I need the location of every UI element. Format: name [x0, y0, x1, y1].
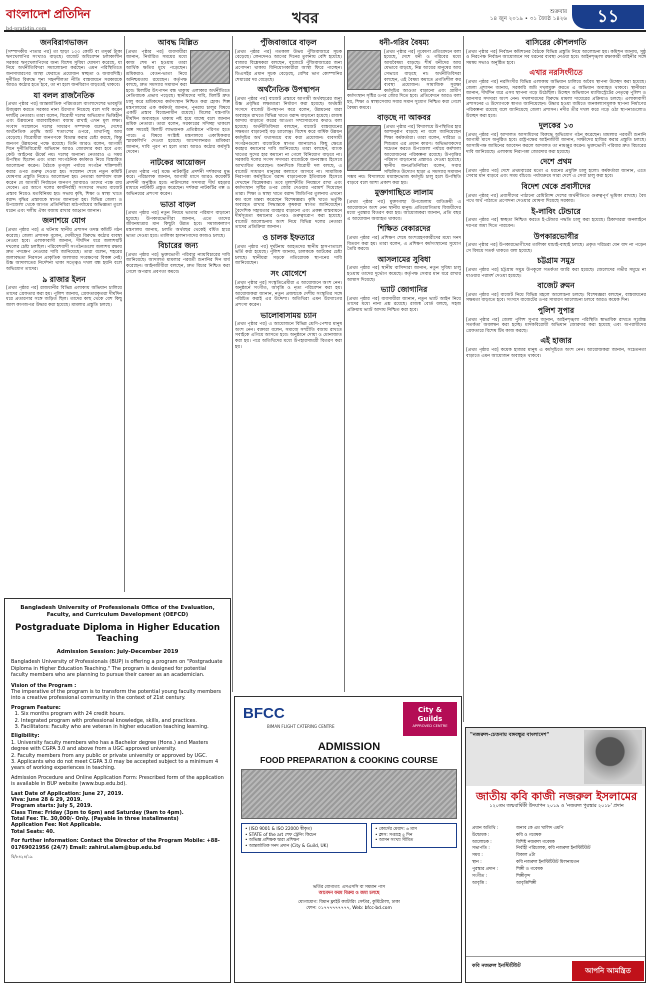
article-body: [প্রথম পৃষ্ঠার পর] স্বচ্ছতা নিশ্চিত করতে ই-টেন্ডার পদ্ধতি চালু করা হয়েছে। ঠিকাদাররা অনলাইনে দরপত্র জমা দিতে পারবেন। [466, 218, 646, 230]
headline: ভাতা বাড়ল [160, 199, 196, 209]
ad-session: Admission Session: July-December 2019 [56, 648, 179, 655]
headline: বাসিরের কৌশলগতি [525, 38, 587, 47]
ad-feature: • কোর্সের মেয়াদ: ৬ মাস [375, 827, 417, 832]
article-body: [প্রথম পৃষ্ঠার পর] নির্বাচন কমিশনের বৈঠকে বিভিন্ন প্রস্তুতি নিয়ে আলোচনা হয়। কমিশন জানায়, সুষ্ঠু ও নিরপেক্ষ নির্বাচন আয়োজনে সব ধরনের ব্যবস্থা নেওয়া হবে। আইনশৃঙ্খলা রক্ষাকারী বাহিনীর সঙ্গে সমন্বয় সভাও অনুষ্ঠিত হবে। [466, 49, 646, 66]
program-value: জনাব কে এম খালিদ এমপি [516, 826, 564, 831]
article-body: [প্রথম পৃষ্ঠার পর] মুক্তাগাছা উপজেলায় ব্যতিক্রমী এ আয়োজনে অংশ নেন স্থানীয় মানুষ। প্রতিযোগিতায় বিজয়ীদের মধ্যে পুরস্কার বিতরণ করা হয়। আয়োজকরা জানান, প্রতি বছর এ আয়োজন অব্যাহত থাকবে। [347, 199, 461, 222]
article-body: [প্রথম পৃষ্ঠার পর] এ ঘটনায় স্থানীয় প্রশাসন তদন্ত কমিটি গঠন করেছে। জেলা প্রশাসক বলেন, দোষীদের বিরুদ্ধে কঠোর ব্যবস্থা নেওয়া হবে। এলাকাবাসী জানান, দীর্ঘদিন ধরে জলাশয়টি দখলের চেষ্টা চলছিল। পরিবেশবাদী সংগঠনগুলো জলাশয় রক্ষায় দ্রুত পদক্ষেপ নেওয়ার দাবি জানিয়েছে। তারা বলেন, শহরের জলাবদ্ধতা নিরসনে প্রাকৃতিক জলাধার সংরক্ষণের বিকল্প নেই। উচ্চ আদালতের নির্দেশনা থাকা সত্ত্বেও দখল বন্ধ হয়নি বলে অভিযোগ তাদের। [6, 227, 122, 273]
headline: এই হাজার [540, 336, 572, 346]
ad-contact: For further information: Contact the Director of the Program Mobile: +88-01769021956 (24/7) Email: zahirul.alam@bup.edu.bd [11, 838, 220, 851]
ad-subtitle: ১২০তম জন্মবার্ষিকী উদযাপন ২০১৯ ও 'নজরুল পুরস্কার ২০১৮' প্রদান [489, 804, 624, 809]
publication-date: শুক্রবার ১৪ জুন ২০১৯ • ৩১ জ্যৈষ্ঠ ১৪২৬ [489, 9, 567, 23]
city-guilds-badge: City & Guilds APPROVED CENTRE [403, 702, 457, 736]
ad-eligibility: 2. Faculty members from any public or private university or approved by UGC. [11, 752, 208, 759]
ad-feature: • আন্তর্জাতিক সনদ প্রদান (City & Guild, UK) [245, 843, 329, 849]
ad-feature: • STATE of the art শেফ ট্রেনিং কিচেন [245, 832, 317, 838]
program-row [472, 846, 642, 853]
ad-feature: • (ISO 9001 & ISO 22000 স্বীকৃত) [245, 827, 312, 832]
headline: বাড়ছে না আকবর [377, 113, 431, 123]
program-key: স্থান : [472, 860, 482, 866]
ad-institution: Bangladesh University of Professionals Office of the Evaluation, Faculty, and Curriculum Development (OEFCD) [20, 605, 215, 618]
column-divider [232, 36, 233, 692]
headline: পুলিশ সুপার [537, 306, 575, 316]
article-body: [প্রথম পৃষ্ঠার পর] দুর্ঘটনায় আহতদের স্থানীয় হাসপাতালে ভর্তি করা হয়েছে। পুলিশ জানায়, চালককে আটকের চেষ্টা চলছে। স্থানীয়রা সড়কে গতিরোধক স্থাপনের দাবি জানিয়েছেন। [235, 244, 342, 267]
headline: ভ্যাট জোগানির [380, 285, 428, 295]
article-body: [প্রথম পৃষ্ঠার পর] দেশে প্রথমবারের মতো এ ধরনের প্রযুক্তি চালু হলো। কর্মকর্তারা জানান, এতে সেবার মান বাড়বে এবং সময় বাঁচবে। পর্যায়ক্রমে সারা দেশে এ সেবা চালু করা হবে। [466, 168, 646, 180]
ad-feature: 1. Six months program with 24 credit hours. [21, 711, 224, 717]
bfcc-subtitle: BIMAN FLIGHT CATERING CENTRE [267, 724, 335, 729]
article-body: [প্রথম পৃষ্ঠার পর] প্রশিক্ষণ শেষে অংশগ্রহণকারীদের মধ্যে সনদ বিতরণ করা হয়। তারা বলেন, এ প্রশিক্ষণ কর্মসংস্থানের সুযোগ তৈরি করবে। [347, 235, 461, 253]
program-value: বিকাল ৪টা [516, 853, 536, 859]
article-body: [প্রথম পৃষ্ঠার পর] আন্তর্জাতিক পরিমণ্ডলে বাংলাদেশের ভাবমূর্তি উজ্জ্বল করতে সরকার নানা উদ্যোগ নিয়েছে বলে দাবি করেন দলটির নেতারা। তারা বলেন, বিরোধী দলের অভিযোগ ভিত্তিহীন এবং উন্নয়নের ধারাবাহিকতা বজায় রাখাই এখন মূল লক্ষ্য। সংবাদ সম্মেলনে দলের সাধারণ সম্পাদক বলেন, দেশের অর্থনৈতিক প্রবৃদ্ধি আট শতাংশের ওপরে, মাথাপিছু আয় বেড়েছে। বিরোধীরা জনগণকে বিভ্রান্ত করার চেষ্টা করছে, কিন্তু জনগণ উন্নয়নের পক্ষে রয়েছে। তিনি আরও বলেন, আগামী দিনে দুর্নীতিবিরোধী অভিযান আরও জোরদার করা হবে এবং কেউ আইনের ঊর্ধ্বে নয়। দলের অন্যান্য নেতারাও এ সময় উপস্থিত ছিলেন এবং তারা সাংগঠনিক কর্মকাণ্ড নিয়ে বিস্তারিত আলোচনা করেন। বৈঠকে তৃণমূল পর্যায়ে সংগঠন শক্তিশালী করার ওপর গুরুত্ব দেওয়া হয়। সম্মেলন শেষে নতুন কমিটি ঘোষণার প্রস্তুতি নিয়েও আলোচনা হয়। নেতারা আশাবাদ ব্যক্ত করেন যে আগামী নির্বাচনে জনগণ আবারও তাদের পক্ষে রায় দেবেন। এর আগে দলের কার্যনির্বাহী সংসদের সভায় বাজেট প্রস্তাব নিয়েও মতবিনিময় হয়। সভায় কৃষি, শিক্ষা ও স্বাস্থ্য খাতে বরাদ্দ বৃদ্ধির প্রস্তাবকে স্বাগত জানানো হয়। বিভিন্ন জেলা ও উপজেলা থেকে আগত প্রতিনিধিরা মাঠপর্যায়ের অভিজ্ঞতা তুলে ধরেন এবং দলীয় ঐক্য বজায় রাখার আহ্বান জানান। [6, 102, 122, 214]
news-photo [347, 50, 381, 90]
program-key: উদ্বোধক : [472, 832, 490, 838]
ad-text: The imperative of the program is to transform the potential young faculty members into a creative professional community in the context of 21st century. [11, 689, 222, 702]
article-body: [প্রথম পৃষ্ঠার পর] রাজধানীর বিভিন্ন এলাকায় অভিযান চালিয়ে তাদের গ্রেফতার করা হয়। পুলিশ জানায়, গ্রেফতারকৃতরা দীর্ঘদিন ধরে প্রতারণার সঙ্গে জড়িত ছিল। তাদের কাছ থেকে বেশ কিছু জাল কাগজপত্র উদ্ধার করা হয়েছে। মামলার প্রস্তুতি চলছে। [6, 286, 122, 309]
headline: ধনী-গরিব বৈষম্য [379, 38, 429, 47]
article-body: [প্রথম পৃষ্ঠার পর] নরসিংদীর বিভিন্ন এলাকায় অভিযান চালিয়ে অবৈধ স্থাপনা উচ্ছেদ করা হয়েছে। জেলা প্রশাসন জানায়, সরকারি জমি দখলমুক্ত করতে এ অভিযান অব্যাহত থাকবে। স্থানীয়রা জানান, দীর্ঘদিন ধরে এসব স্থাপনা গড়ে উঠেছিল। উচ্ছেদ অভিযানে ম্যাজিস্ট্রেটের নেতৃত্বে পুলিশ ও আনসার সদস্যরা অংশ নেন। দখলদারদের বিরুদ্ধে মামলা দায়েরের প্রক্রিয়াও চলছে। এলাকাবাসী প্রশাসনের এ উদ্যোগকে স্বাগত জানিয়েছেন। উদ্ধার হওয়া জমিতে জনকল্যাণমূলক স্থাপনা নির্মাণের পরিকল্পনা রয়েছে বলে জানিয়েছে জেলা প্রশাসন। নদীর তীর দখল করে গড়ে ওঠা স্থাপনাগুলোও উচ্ছেদ করা হবে। [466, 80, 646, 119]
ad-code: বি/৮৪২৪/১৯ [11, 854, 33, 860]
article-column-1 [6, 36, 122, 594]
page-number: ১১ [572, 5, 644, 29]
program-row [472, 860, 642, 867]
ad-subheading: Eligibility: [11, 733, 40, 740]
article-body: [প্রথম পৃষ্ঠার পর] সংস্কৃতিপ্রেমীরা এ আয়োজনে অংশ নেন। অনুষ্ঠানে সংগীত, আবৃত্তি ও নৃত্য পরিবেশন করা হয়। আয়োজকরা জানান, নতুন প্রজন্মকে দেশীয় সংস্কৃতির সঙ্গে পরিচিত করাই এর উদ্দেশ্য। অতিথিরা এমন উদ্যোগের প্রশংসা করেন। [235, 280, 342, 309]
headline: আবদ্ধ মিল্লিত [157, 38, 199, 47]
article-body: [প্রথম পৃষ্ঠার পর] গবেষণা প্রতিবেদনে বলা হয়েছে, দেশে ধনী ও গরিবের মধ্যে আয়বৈষম্য বাড়ছে। শীর্ষ ধনীদের আয় যেভাবে বাড়ছে, নিম্ন আয়ের মানুষের আয় সেভাবে বাড়ছে না। অর্থনীতিবিদরা বলছেন, এই বৈষম্য কমাতে প্রগতিশীল কর ব্যবস্থা প্রয়োজন। সামাজিক সুরক্ষা কর্মসূচির আওতা বাড়ানো এবং গ্রামীণ কর্মসংস্থান সৃষ্টির ওপর জোর দিতে হবে। প্রতিবেদনে আরও বলা হয়, শিক্ষা ও স্বাস্থ্যসেবায় সবার সমান সুযোগ নিশ্চিত করা গেলে বৈষম্য কমবে। [347, 49, 461, 111]
ad-feature: 2. Integrated program with professional knowledge, skills, and practices. [21, 718, 224, 724]
invitation-badge: আপনি আমন্ত্রিত [572, 961, 644, 981]
headline: এখার নরসিংদীতে [529, 68, 583, 78]
article-body: [প্রথম পৃষ্ঠার পর] বাজেট নিয়ে বিভিন্ন মহলে আলোচনা চলছে। বিশেষজ্ঞরা বলছেন, বাস্তবায়নের সক্ষমতা বাড়াতে হবে। সংসদে বাজেটের ওপর সাধারণ আলোচনা চলবে আরও কয়েক দিন। [466, 292, 646, 304]
headline: শিক্ষিত বেকারদের [377, 224, 431, 234]
chefs-photo [241, 769, 457, 819]
program-value: কবি ও গবেষক [516, 832, 542, 838]
program-value: কবি নজরুল ইনস্টিটিউট মিলনায়তন [516, 860, 580, 866]
organizer-name: কবি নজরুল ইনস্টিটিউট [472, 963, 521, 969]
article-body: [প্রথম পৃষ্ঠার পর] প্রবাসীদের পাঠানো রেমিট্যান্স দেশের অর্থনীতিতে গুরুত্বপূর্ণ ভূমিকা রাখছে। বৈধ পথে অর্থ পাঠাতে প্রণোদনা দেওয়ার ঘোষণা দিয়েছে সরকার। [466, 193, 646, 205]
article-body: [প্রথম পৃষ্ঠার পর] উপকারভোগীদের তালিকা যাচাই-বাছাই চলছে। প্রকৃত দরিদ্ররা যেন বাদ না পড়েন সে বিষয়ে সতর্ক থাকতে বলা হয়েছে। [466, 243, 646, 254]
ad-footer [466, 956, 646, 983]
bfcc-logo: BFCC [243, 705, 285, 722]
newspaper-logo: বাংলাদেশ প্রতিদিন bd-pratidin.com [6, 7, 90, 32]
article-body: [প্রথম পৃষ্ঠার পর] স্থানীয় বাসিন্দারা জানান, নতুন সুবিধা চালু হওয়ায় তাদের দুর্ভোগ কমেছে। কর্তৃপক্ষ সেবার মান ধরে রাখার আশ্বাস দিয়েছে। [347, 266, 461, 283]
article-body: [প্রথম পৃষ্ঠার পর] চট্টগ্রাম সমুদ্র উপকূলে সতর্কতা জারি করা হয়েছে। জেলেদের গভীর সমুদ্রে না যাওয়ার পরামর্শ দেওয়া হয়েছে। [466, 268, 646, 279]
program-key: সভাপতি : [472, 846, 490, 852]
headline: বিচারের জন্য [158, 241, 198, 251]
headline: ও চালক ইফতারে [262, 233, 315, 243]
article-column-5 [466, 36, 646, 724]
section-title: খবর [292, 9, 319, 27]
headline: ভালোবাসাময় চ্যান [260, 310, 317, 320]
article-body: [প্রথম পৃষ্ঠার পর] ব্যবসায়ীরা জানান, নতুন ভ্যাট আইন নিয়ে তাদের মধ্যে নানা প্রশ্ন রয়েছে। রাজস্ব বোর্ড বলছে, সহজ প্রক্রিয়ায় ভ্যাট আদায় নিশ্চিত করা হবে। [347, 296, 461, 313]
ad-course-title: FOOD PREPARATION & COOKING COURSE [260, 755, 438, 765]
article-column-4 [347, 36, 461, 724]
headline: সং যোগেশে [270, 269, 307, 279]
headline: আসলামের সুবিধা [377, 254, 431, 264]
ad-date: Viva: June 28 & 29, 2019. [11, 796, 83, 803]
article-body: [প্রথম পৃষ্ঠার পর] ভুক্তভোগী পরিবার ন্যায়বিচারের দাবি জানিয়েছে। আদালত মামলার পরবর্তী শুনানির দিন ধার্য করেছেন। আইনজীবীরা বলছেন, দ্রুত বিচার নিশ্চিত করা গেলে অপরাধ প্রবণতা কমবে। [126, 252, 230, 275]
program-value: শিল্পীবৃন্দ [516, 873, 531, 879]
article-body: [প্রথম পৃষ্ঠার পর] নতুন নিয়মে ভাতার পরিমাণ বাড়ানো হয়েছে। উপকারভোগীরা জানান, এতে তাদের জীবনযাত্রার মান কিছুটা উন্নত হবে। সমাজকল্যাণ মন্ত্রণালয় জানায়, চলতি অর্থবছর থেকেই বর্ধিত হারে ভাতা দেওয়া হবে। তালিকা হালনাগাদের কাজও চলছে। [126, 211, 230, 239]
headline: উপকারভোগীর [533, 231, 579, 241]
column-divider [463, 36, 464, 722]
program-key: আলোচক : [472, 839, 492, 845]
article-body: [প্রথম পৃষ্ঠার পর] বিদ্যালয়ে উপস্থিতির হার আশানুরূপ বাড়ছে না বলে জানিয়েছেন শিক্ষা কর্মকর্তারা। তারা বলেন, দারিদ্র্য ও শিশুশ্রম এর প্রধান কারণ। অভিভাবকদের সচেতন করতে উপজেলা পর্যায়ে কর্মশালা আয়োজনের পরিকল্পনা রয়েছে। উপবৃত্তির পরিমাণ বাড়ানোর প্রস্তাবও দেওয়া হয়েছে। স্থানীয় জনপ্রতিনিধিরা বলেন, সবার সম্মিলিত উদ্যোগ ছাড়া এ সমস্যার সমাধান সম্ভব নয়। বিদ্যালয়ে মধ্যাহ্নভোজ কর্মসূচি চালু হলে উপস্থিতি বাড়বে বলে আশা প্রকাশ করা হয়। [347, 124, 461, 186]
headline: মুক্তাগাছিতে লালাম [374, 188, 434, 198]
bfcc-advertisement [234, 696, 462, 983]
program-row [472, 867, 642, 874]
headline: দেশে প্রথম [540, 157, 572, 167]
ad-admission: ADMISSION [317, 741, 381, 753]
ad-intro: Bangladesh University of Professionals (BUP) is offering a program on "Postgraduate Diploma in Higher Education Teaching." The program is designed for potential faculty members who are planning to pursue their career as an academician. [11, 659, 223, 679]
column-divider [344, 36, 345, 692]
headline: চট্টগ্রাম সমুদ্র [537, 256, 575, 266]
ad-feature: • আসন সংখ্যা সীমিত [375, 838, 413, 844]
ad-feature: 3. Facilitators: Faculty who are veteran in higher education teaching learning. [21, 724, 224, 730]
ad-title: জাতীয় কবি কাজী নজরুল ইসলামের [475, 790, 638, 803]
poet-portrait [584, 730, 642, 784]
ad-fee: Total Fee: Tk. 30,000/- Only. (Payable in three installments) [11, 816, 179, 823]
program-value: শিল্পী ও গবেষক [516, 866, 543, 872]
headline: পুঁজিবাজারে বাড়ল [260, 38, 317, 47]
program-value: বিশিষ্ট নজরুল গবেষক [516, 839, 555, 845]
article-body: [প্রথম পৃষ্ঠার পর] এ আয়োজনে বিভিন্ন শ্রেণি-পেশার মানুষ অংশ নেন। বক্তারা বলেন, সমাজে সম্প্রীতি বজায় রাখতে সবাইকে এগিয়ে আসতে হবে। অনুষ্ঠানে দোয়া ও মোনাজাত করা হয়। পরে অতিথিদের মধ্যে উপহারসামগ্রী বিতরণ করা হয়। [235, 322, 342, 350]
headline: ই-লাবিং টেন্ডারে [531, 206, 581, 216]
ad-title: Postgraduate Diploma in Higher Education Teaching [15, 622, 220, 644]
program-key: সময় : [472, 853, 483, 859]
program-key: প্রধান অতিথি : [472, 826, 499, 831]
program-row [472, 826, 642, 833]
article-column-2 [126, 36, 230, 694]
ad-subheading: Vision of the Program : [11, 682, 77, 689]
ad-procedure: Admission Procedure and Online Application Form: Prescribed form of the application is available in BUP website (www.bup.edu.bd). [11, 774, 224, 788]
program-table [472, 826, 642, 887]
headline: জলাশয়ে যোগ [42, 216, 86, 226]
ad-date: Class Time: Friday (3pm to 6pm) and Saturday (9am to 4pm). [11, 809, 184, 816]
program-row [472, 881, 642, 888]
ad-date: Last Date of Application: June 27, 2019. [11, 790, 124, 797]
nazrul-advertisement [465, 727, 646, 983]
article-body: [প্রথম পৃষ্ঠার পর] গতকাল উভয় পুঁজিবাজারে সূচক বেড়েছে। লেনদেনও আগের দিনের তুলনায় বেশি হয়েছে। বাজার বিশ্লেষকরা বলছেন, বাজেটে পুঁজিবাজারের জন্য প্রণোদনা থাকায় বিনিয়োগকারীরা আস্থা ফিরে পাচ্ছেন। ডিএসইর প্রধান সূচক বেড়েছে, বেশির ভাগ কোম্পানির শেয়ারের দর বেড়েছে। [235, 49, 342, 83]
program-row [472, 833, 642, 840]
program-key: সংগীত : [472, 873, 488, 879]
headline: জনবিরাগভাজন [40, 38, 88, 47]
ad-seats: Total Seats: 40. [11, 828, 55, 835]
program-key: পুরস্কার প্রদান : [472, 866, 498, 872]
ad-footer: ভর্তির যোগ্যতা: এসএসসি বা সমমান পাস আবেদন ফরম বিক্রয় ও জমা চলছে যোগাযোগ: বিমান ফ্লাইট ক্যাটারিং সেন্টার, কুর্মিটোলা, ঢাকা ফোন: ০১৭৭৭৭৭৭৭৭৭, Web: bfcc-bd.com [298, 885, 400, 911]
headline: বিদেশ থেকে প্রবাসীদের [521, 182, 591, 191]
article-body: [সম্পাদকীয় পাতার পর] তা ছাড়া ১০০ কোটি বা তদূর্ধ্ব টাকা ঋণখেলাপির সংখ্যাও বাড়ছে। বাজেট অধিবেশন চলাকালীন সরকার ঋণখেলাপিদের জন্য বিশেষ সুবিধা ঘোষণা করেছে, যা নিয়ে অর্থনীতিবিদরা সমালোচনা করছেন। এমন পরিস্থিতিতে জনসাধারণের আস্থা ফেরাতে প্রয়োজন স্বচ্ছতা ও জবাবদিহি। দুর্নীতির বিরুদ্ধে শূন্য সহনশীলতা নীতি বাস্তবায়নে সরকারকে আরও কঠোর হতে হবে, তা না হলে জনবিরাগ বাড়তেই থাকবে। [6, 49, 122, 89]
article-body: [প্রথম পৃষ্ঠার পর] আদালত আসামিদের বিরুদ্ধে অভিযোগ গঠন করেছেন। মামলার পরবর্তী শুনানি আগামী মাসে অনুষ্ঠিত হবে। রাষ্ট্রপক্ষের আইনজীবী জানান, সাক্ষীদের হাজির করার প্রস্তুতি চলছে। আসামিপক্ষ জামিনের আবেদন করলে আদালত তা নামঞ্জুর করেন। ভুক্তভোগী পরিবার দ্রুত বিচারের দাবি জানিয়েছে। এলাকায় নিরাপত্তা জোরদার করা হয়েছে। [466, 132, 646, 155]
news-photo [190, 50, 230, 84]
article-column-3 [235, 36, 342, 694]
headline: ৯ রাজার ইলন [42, 274, 86, 284]
headline: যা বলল রাজনৈতিক [33, 90, 95, 100]
article-body: [প্রথম পৃষ্ঠার পর] ব্যবসায়ীরা জানান, নির্ধারিত সময়ের মধ্যে কাজ শেষ না হওয়ায় তারা আর্থিক ক্ষতির মুখে পড়েছেন। শ্রমিকরাও বেতন-ভাতা নিয়ে অনিশ্চয়তায় রয়েছেন। কর্তৃপক্ষ বলছে, দ্রুত সমস্যার সমাধান করা হবে। মিলটির উৎপাদন বন্ধ থাকায় এলাকার অর্থনীতিতে নেতিবাচক প্রভাব পড়েছে। স্থানীয়দের দাবি, মিলটি দ্রুত চালু করে শ্রমিকদের কর্মসংস্থান নিশ্চিত করা হোক। শিল্প মন্ত্রণালয়ের এক কর্মকর্তা জানান, পুনরায় চালুর বিষয়ে একটি প্রস্তাব বিবেচনাধীন রয়েছে। মিলের যন্ত্রপাতি দীর্ঘদিন অব্যবহৃত থাকায় নষ্ট হয়ে যাচ্ছে বলে জানান শ্রমিক নেতারা। তারা বলেন, সরকারের সদিচ্ছা থাকলে অল্প সময়েই মিলটি লাভজনক প্রতিষ্ঠানে পরিণত হতে পারে। এ বিষয়ে সংশ্লিষ্ট মন্ত্রণালয়ে একাধিকবার স্মারকলিপি দেওয়া হয়েছে। আন্দোলনরত শ্রমিকরা জানান, দাবি পূরণ না হলে তারা আরও কঠোর কর্মসূচি দেবেন। [126, 49, 230, 156]
ad-fee: Application Fee: Not Applicable. [11, 822, 102, 829]
program-value: নির্বাহী পরিচালক, কবি নজরুল ইনস্টিটিউট [516, 846, 591, 852]
ad-slogan: "নজরুল-চেতনায় বঙ্গবন্ধুর বাংলাদেশ" [470, 732, 550, 738]
article-body: [প্রথম পৃষ্ঠার পর] বাজেট প্রস্তাবে আগামী অর্থবছরের জন্য উচ্চ প্রবৃদ্ধির লক্ষ্যমাত্রা নির্ধারণ করা হয়েছে। অর্থমন্ত্রী সংসদে বাজেট উপস্থাপন করে বলেন, উন্নয়নের ধারা অব্যাহত রাখতে বিভিন্ন খাতে বরাদ্দ বাড়ানো হয়েছে। রাজস্ব আদায় বাড়াতে করের আওতা সম্প্রসারণের কথাও বলা হয়েছে। অর্থনীতিবিদরা বলছেন, বাজেট বাস্তবায়নের সক্ষমতা বাড়ানোই বড় চ্যালেঞ্জ। বিশেষ করে বার্ষিক উন্নয়ন কর্মসূচির অর্থ যথাসময়ে ব্যয় করা প্রয়োজন। ব্যবসায়ী সংগঠনগুলো বাজেটকে স্বাগত জানালেও কিছু ক্ষেত্রে করহার কমানোর দাবি জানিয়েছে। তারা বলছেন, ব্যাংক খাতের সুদের হার কমানো না গেলে বিনিয়োগ বাড়বে না। সরকারি দলের সংসদ সদস্যরা বাজেটকে জনবান্ধব হিসেবে আখ্যায়িত করেছেন। অন্যদিকে বিরোধী দল বলছে, এ বাজেট সাধারণ মানুষের কল্যাণে আসবে না। সামাজিক নিরাপত্তা কর্মসূচিতে বরাদ্দ বাড়ানোকে ইতিবাচক হিসেবে দেখছেন বিশ্লেষকরা। তবে মূল্যস্ফীতি নিয়ন্ত্রণে রাখা এবং কর্মসংস্থান সৃষ্টির ওপর জোর দেওয়ার পরামর্শ দিয়েছেন তারা। শিক্ষা ও স্বাস্থ্য খাতে বরাদ্দ জিডিপির তুলনায় এখনো কম বলে মন্তব্য করেছেন বিশেষজ্ঞরা। কৃষি খাতে ভর্তুকি অব্যাহত রাখার সিদ্ধান্তকে কৃষকরা স্বাগত জানিয়েছেন। বৈদেশিক সহায়তার ব্যবহার বাড়ানো এবং প্রকল্প বাস্তবায়নে দীর্ঘসূত্রতা কমানোর ওপরও গুরুত্বারোপ করা হয়েছে। বাজেট আলোচনায় অংশ নিয়ে বিভিন্ন দলের নেতারা তাদের প্রতিক্রিয়া জানান। [235, 96, 342, 231]
program-value: আবৃত্তিশিল্পী [516, 880, 537, 886]
ad-subheading: Program Feature: [11, 704, 61, 711]
ad-feature: • অভিজ্ঞ প্রশিক্ষক দ্বারা প্রশিক্ষণ [245, 838, 300, 844]
article-body: [প্রথম পৃষ্ঠার পর] কয়েক হাজার মানুষ এ কর্মসূচিতে অংশ নেন। আয়োজকরা জানান, সচেতনতা বাড়াতে এমন আয়োজন অব্যাহত থাকবে। [466, 348, 646, 359]
ad-date: Program starts: July 5, 2019. [11, 803, 93, 810]
program-row [472, 874, 642, 881]
article-body: [প্রথম পৃষ্ঠার পর] মঞ্চে নাটকটির প্রদর্শনী দর্শকদের মুগ্ধ করে। পরিচালক জানান, আগামী মাসে আরও কয়েকটি প্রদর্শনী অনুষ্ঠিত হবে। নাট্যদলের সদস্যরা দীর্ঘ মহড়ার মাধ্যমে নাটকটি প্রস্তুত করেছেন। দর্শকরা নাটকটির গল্প ও অভিনয়ের প্রশংসা করেন। [126, 169, 230, 197]
ad-eligibility: 3. Applicants who do not meet CGPA 3.0 may be accepted subject to a minimum 4 years of working experiences in teaching. [11, 758, 219, 772]
program-key: আবৃত্তি : [472, 880, 487, 886]
ad-eligibility: 1. University faculty members who has a Bachelor degree (Hons.) and Masters degree with CGPA 3.0 and above from a UGC approved university. [11, 739, 209, 753]
headline: বাজেট রুমন [537, 281, 575, 291]
news-photo [347, 125, 381, 171]
headline: অর্থনৈতিক উপস্থাপন [257, 85, 320, 95]
column-divider [124, 36, 125, 592]
headline: নাটকের আয়োজন [150, 157, 206, 167]
article-body: [প্রথম পৃষ্ঠার পর] জেলা পুলিশ সুপার জানান, আইনশৃঙ্খলা পরিস্থিতি স্বাভাবিক রাখতে সর্বোচ্চ সতর্কতা অবলম্বন করা হচ্ছে। মাদকবিরোধী অভিযান জোরদার করা হয়েছে এবং অপরাধীদের গ্রেফতারে বিশেষ টিম কাজ করছে। [466, 317, 646, 334]
headline: দুলকের ১৩ [538, 121, 574, 131]
ad-features [241, 823, 457, 879]
ad-feature: • ক্লাস: সপ্তাহে ৫ দিন [375, 832, 413, 838]
